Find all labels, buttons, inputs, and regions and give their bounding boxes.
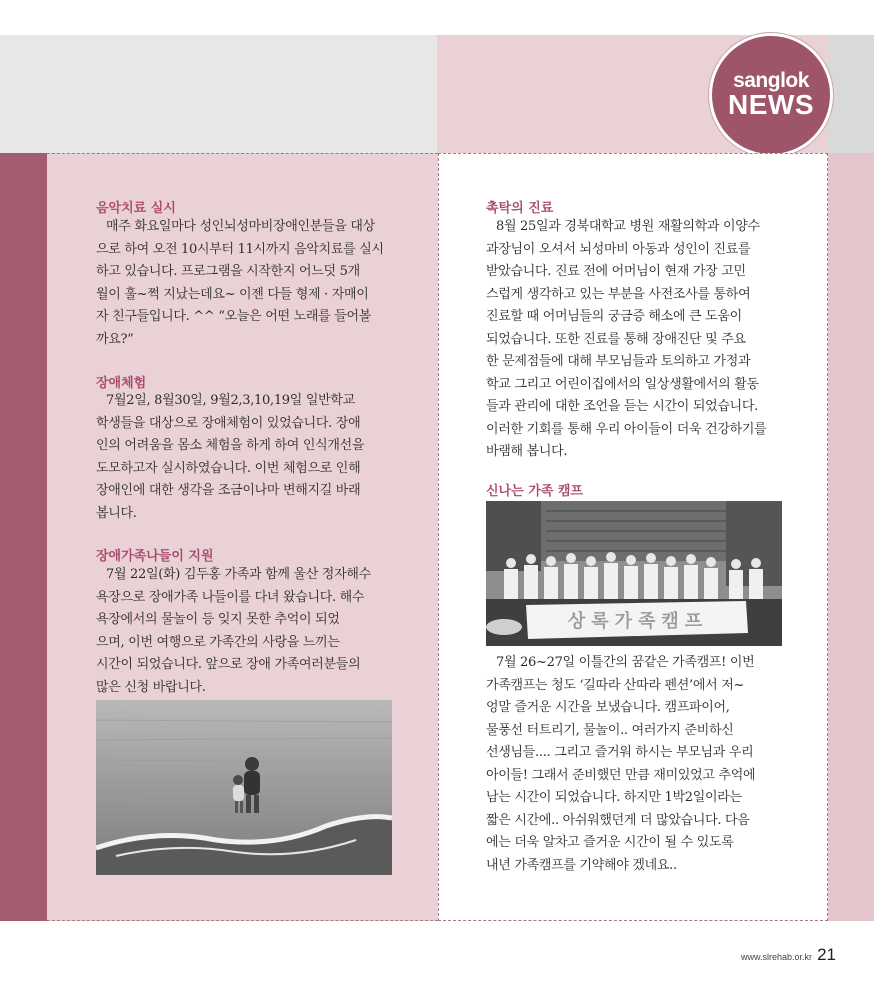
text-line: 매주 화요일마다 성인뇌성마비장애인분들을 대상 bbox=[106, 219, 375, 234]
text-line: 많은 신청 바랍니다. bbox=[96, 679, 206, 695]
text-line: 바램해 봅니다. bbox=[486, 444, 568, 459]
text-line: 짧은 시간에.. 아쉬워했던게 더 많았습니다. 다음 bbox=[486, 812, 750, 828]
text-line: 내년 가족캠프를 기약해야 겠네요.. bbox=[486, 857, 677, 873]
text-line: 시간이 되었습니다. 앞으로 장애 가족여러분들의 bbox=[96, 657, 361, 672]
badge-brand: sanglok bbox=[733, 69, 809, 92]
text-line: 인의 어려움을 몸소 체험을 하게 하여 인식개선을 bbox=[96, 438, 365, 453]
footer-url: www.slrehab.or.kr bbox=[740, 952, 812, 962]
text-line: 도모하고자 실시하였습니다. 이번 체험으로 인해 bbox=[96, 460, 361, 476]
text-line: 학생들을 대상으로 장애체험이 있었습니다. 장애 bbox=[96, 415, 361, 431]
header-strip bbox=[828, 35, 874, 153]
text-line: 으로 하여 오전 10시부터 11시까지 음악치료를 실시 bbox=[96, 241, 384, 257]
section-body-disability-experience bbox=[96, 390, 392, 525]
family-camp-photo bbox=[486, 501, 782, 646]
text-line: 스럽게 생각하고 있는 부분을 사전조사를 통하여 bbox=[486, 286, 751, 302]
text-line: 봅니다. bbox=[96, 505, 137, 521]
section-title-consultation: 촉탁의 진료 bbox=[486, 201, 554, 216]
text-line: 자 친구들입니다. ^^ “오늘은 어떤 노래를 들어볼 bbox=[96, 309, 372, 324]
text-line: 남는 시간이 되었습니다. 하지만 1박2일이라는 bbox=[486, 790, 742, 805]
section-title-family-camp: 신나는 가족 캠프 bbox=[486, 484, 583, 499]
header-band-left bbox=[0, 35, 437, 153]
text-line: 한 문제점들에 대해 부모님들과 토의하고 가정과 bbox=[486, 354, 751, 369]
section-body-family-camp bbox=[486, 652, 782, 877]
text-line: 아이들! 그래서 준비했던 만큼 재미있었고 추억에 bbox=[486, 767, 756, 783]
left-accent-bar bbox=[0, 153, 47, 921]
text-line: 욕장으로 장애가족 나들이를 다녀 왔습니다. 해수 bbox=[96, 589, 365, 605]
text-line: 7월 22일(화) 김두홍 가족과 함께 울산 정자해수 bbox=[106, 567, 371, 582]
right-accent-bar bbox=[828, 153, 874, 921]
text-line: 8월 25일과 경북대학교 병원 재활의학과 이양수 bbox=[496, 219, 760, 234]
section-title-music-therapy: 음악치료 실시 bbox=[96, 201, 176, 216]
section-body-consultation bbox=[486, 216, 782, 464]
badge-news-label: NEWS bbox=[728, 89, 814, 120]
text-line: 으며, 이번 여행으로 가족간의 사랑을 느끼는 bbox=[96, 634, 340, 650]
camp-banner-text: 상록가족캠프 bbox=[567, 611, 709, 632]
sanglok-news-badge bbox=[709, 33, 833, 157]
text-line: 물풍선 터트리기, 물놀이.. 여러가지 준비하신 bbox=[486, 722, 734, 738]
text-line: 진료할 때 어머님들의 궁금증 해소에 큰 도움이 bbox=[486, 309, 742, 324]
text-line: 들과 관리에 대한 조언을 듣는 시간이 되었습니다. bbox=[486, 399, 758, 414]
text-line: 이러한 기회를 통해 우리 아이들이 더욱 건강하기를 bbox=[486, 421, 767, 437]
section-body-family-outing bbox=[96, 564, 392, 699]
text-line: 장애인에 대한 생각을 조금이나마 변해지길 바래 bbox=[96, 483, 361, 498]
text-line: 학교 그리고 어린이집에서의 일상생활에서의 활동 bbox=[486, 376, 759, 392]
family-camp-photo-image bbox=[486, 501, 782, 646]
text-line: 엉말 즐거운 시간을 보냈습니다. 캠프파이어, bbox=[486, 700, 730, 715]
text-line: 하고 있습니다. 프로그램을 시작한지 어느덧 5개 bbox=[96, 264, 360, 279]
section-body-music-therapy bbox=[96, 216, 392, 351]
text-line: 가족캠프는 청도 ‘길따라 산따라 펜션’에서 저~ bbox=[486, 677, 745, 693]
text-line: 월이 훌~쩍 지났는데요~ 이젠 다들 형제 · 자매이 bbox=[96, 286, 369, 302]
section-title-family-outing: 장애가족나들이 지원 bbox=[96, 549, 214, 564]
text-line: 욕장에서의 물놀이 등 잊지 못한 추억이 되었 bbox=[96, 612, 340, 627]
section-title-disability-experience: 장애체험 bbox=[96, 376, 147, 391]
beach-photo bbox=[96, 700, 392, 875]
beach-photo-image bbox=[96, 700, 392, 875]
text-line: 7월2일, 8월30일, 9월2,3,10,19일 일반학교 bbox=[106, 393, 355, 408]
text-line: 받았습니다. 진료 전에 어머님이 현재 가장 고민 bbox=[486, 264, 746, 279]
text-line: 까요?” bbox=[96, 331, 134, 347]
text-line: 되었습니다. 또한 진료를 통해 장애진단 및 주요 bbox=[486, 331, 746, 347]
page-number: 21 bbox=[817, 945, 836, 964]
text-line: 7월 26~27일 이틀간의 꿈같은 가족캠프! 이번 bbox=[496, 655, 755, 670]
text-line: 에는 더욱 알차고 즐거운 시간이 될 수 있도록 bbox=[486, 835, 734, 850]
text-line: 선생님들.... 그리고 즐거워 하시는 부모님과 우리 bbox=[486, 745, 754, 760]
text-line: 과장님이 오셔서 뇌성마비 아동과 성인이 진료를 bbox=[486, 241, 751, 257]
